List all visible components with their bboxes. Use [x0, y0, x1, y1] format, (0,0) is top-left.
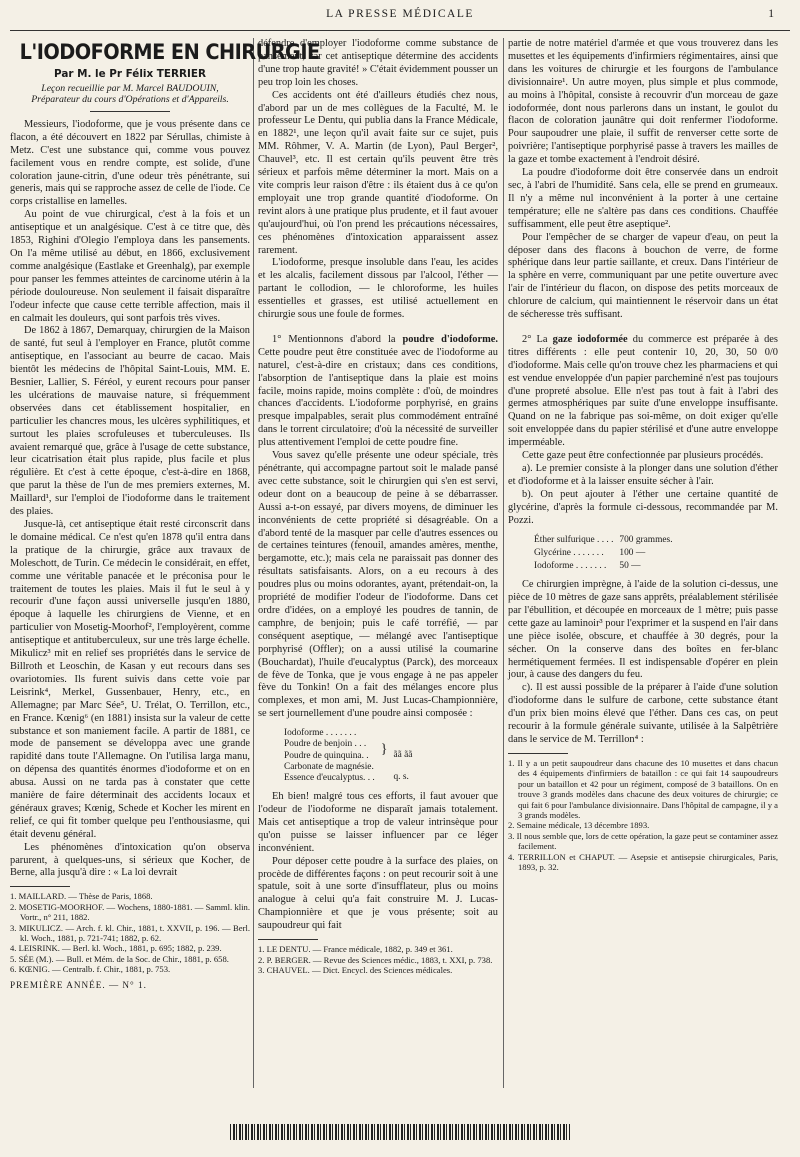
- recipe-item: Carbonate de magnésie.: [284, 761, 374, 772]
- paragraph: Ces accidents ont été d'ailleurs étudiés chez nous, d'abord par un de mes collègues de la Faculté, M. le professeur Le Dentu, qui publia dans la France Médicale, en 1882¹, une leçon qu'il avait faite sur ce sujet, puis MM. Rôhmer, V. A. Martin (de Lyon), Paul Berger², Chauvel³, etc. Il est certain qu'ils peuvent être très sérieux et parfois même déterminer la mort. Mais on a vite compris leur raison d'être : ils étaient dus à ce qu'on employait une trop grande quantité d'iodoforme. On revint alors à une pratique plus prudente, et il faut avouer qu'aujourd'hui, où l'on prend les précautions nécessaires, ces phénomènes d'intoxication apparaissent assez rarement.: [258, 89, 498, 256]
- section-gap: [508, 322, 778, 334]
- article-credit: [10, 83, 250, 106]
- column-1: [10, 38, 320, 992]
- footnote: 3. MIKULICZ. — Arch. f. kl. Chir., 1881, t. XXVII, p. 196. — Berl. kl. Woch., 1881, p. 721-741; 1882, p. 62.: [10, 922, 250, 943]
- footnotes: [10, 891, 250, 974]
- recipe-item: Poudre de benjoin . . .: [284, 739, 367, 750]
- gauze-formula: [530, 533, 677, 575]
- paragraph: Au point de vue chirurgical, c'est à la fois et un antiseptique et un analgésique. C'est à ce titre que, dès 1853, Righini d'Olegio l'employa dans les pansements. On l'a même utilisé au début, en 1866, exclusivement comme analgésique (Eastlake et Greenhalg), par exemple pour panser les femmes atteintes de carcinome utérin à la période douloureuse. Non seulement il faisait disparaître l'odeur infecte que cause cette terrible affection, mais il en calmait les douleurs, qui sont parfois très vives.: [10, 209, 250, 324]
- column-3: [508, 38, 778, 872]
- print-registration-bars: [230, 1124, 570, 1140]
- footnote: 5. SÉE (M.). — Bull. et Mém. de la Soc. de Chir., 1881, p. 658.: [10, 953, 229, 964]
- footnote: 4. TERRILLON et CHAPUT. — Asepsie et antisepsie chirurgicales, Paris, 1893, p. 32.: [508, 851, 778, 872]
- footnote: 2. MOSETIG-MOORHOF. — Wochens, 1880-1881. — Samml. klin. Vortr., n° 211, 1882.: [10, 901, 250, 923]
- footnote: 1. LE DENTU. — France médicale, 1882, p. 349 et 361.: [258, 944, 453, 955]
- paragraph: partie de notre matériel d'armée et que vous trouverez dans les musettes et les équipements d'infirmiers régimentaires, ainsi que dans les voitures de chirurgie et les fourgons de l'ambulance divisionnaire¹. Un autre moyen, plus simple et plus commode, au moins à l'hôpital, consiste à recouvrir d'un morceau de gaze iodoformée, dont nous parlerons dans un instant, le goulot du flacon de coloration jaunâtre qui doit renfermer l'iodoforme. Pour saupoudrer une plaie, il suffit de renverser cette sorte de poivrière; l'antiseptique porphyrisé passe à travers les mailles de la gaze et tombe exactement à l'endroit désiré.: [508, 38, 778, 166]
- section-heading: poudre d'iodoforme.: [402, 333, 498, 345]
- recipe-items: [282, 728, 377, 784]
- formula-row: [532, 535, 675, 546]
- formula-qty: 700 grammes.: [619, 534, 673, 545]
- text-run: 1° Mentionnons d'abord la: [272, 333, 396, 345]
- text-run: Cette poudre peut être constituée avec de l'iodoforme au naturel, c'est-à-dire en cristaux; dans ces conditions, l'absorption de l'antiseptique dans la plaie est moins facile, moins rapide, moins complète : d'où, de moindres chances d'accidents. L'iodoforme porphyrisé, en grains presque impalpables, serait plus commodément entraîné dans le torrent circulatoire; d'où la nécessité de surveiller plus attentivement l'emploi de cette poudre fine.: [258, 346, 498, 449]
- recipe-qs: q. s.: [393, 772, 409, 783]
- header-rule: [10, 30, 790, 31]
- paragraph: Messieurs, l'iodoforme, que je vous présente dans ce flacon, a été découvert en 1822 par Sérullas, chimiste à Metz. C'est une substance qui, comme vous pouvez facilement vous en rendre compte, est solide, d'une coloration jaune-citrin, d'une odeur très pénétrante, sui generis, mais qui se rapproche assez de celle de l'iode. Ce corps cristallise en lamelles.: [10, 118, 250, 208]
- recipe-item: Essence d'eucalyptus. . .: [284, 772, 375, 783]
- spacer: [393, 761, 412, 772]
- paragraph: [258, 334, 498, 450]
- footnote: 6. KŒNIG. — Centralb. f. Chir., 1881, p. 753.: [10, 964, 171, 975]
- recipe-dose: [379, 728, 390, 784]
- footnote-rule: [508, 753, 568, 754]
- footnote-rule: [10, 886, 70, 887]
- formula-name: Glycérine . . . . . . .: [534, 547, 604, 558]
- footnote: 3. CHAUVEL. — Dict. Encycl. des Sciences médicales.: [258, 964, 453, 975]
- column-2: [258, 38, 498, 975]
- recipe-dose-value: ãã ãã: [393, 750, 413, 761]
- article-title: L'IODOFORME EN CHIRURGIE: [19, 40, 320, 64]
- footnote: 3. Il nous semble que, lors de cette opération, la gaze peut se contaminer assez facilement.: [508, 830, 778, 852]
- paragraph: Pour l'empêcher de se charger de vapeur d'eau, on peut la déposer dans des flacons à bouchon de verre, de forme sphérique dans leur partie saillante, et creux. Dans l'intérieur de la sphère en verre, communiquant par une petite ouverture avec l'air de l'intérieur du flacon, on dispose des petits morceaux de chlorure de calcium, qui maintiennent le réservoir dans un état de sécheresse très suffisant.: [508, 231, 778, 321]
- formula-name: Éther sulfurique . . . .: [534, 534, 614, 545]
- powder-recipe: [280, 726, 416, 786]
- text-run: du commerce est préparée à des titres différents : elle peut contenir 10, 20, 30, 50 0/0 d'iodoforme. Mais celle qu'on trouve chez les pharmaciens et qui est vendue enveloppée d'un papier parcheminé n'est pas toujours d'une propreté absolue. Elle n'est pas tout à fait à l'abri des germes atmosphériques par suite d'une enveloppe insuffisante. Quand on ne la fabrique pas soi-même, on doit exiger qu'elle soit enveloppée dans du papier stérilisé et d'une autre enveloppe imperméable.: [508, 333, 778, 449]
- paragraph: La poudre d'iodoforme doit être conservée dans un endroit sec, à l'abri de l'humidité. Sans cela, elle se prend en grumeaux. Il n'y a même nul inconvénient à la porter à une certaine température; elle ne s'altère pas dans ces conditions. Chauffée suffisamment, elle peut être aseptique².: [508, 167, 778, 230]
- credit-line: Leçon recueillie par M. Marcel BAUDOUIN,: [41, 82, 219, 94]
- paragraph: Cette gaze peut être confectionnée par plusieurs procédés.: [522, 450, 764, 462]
- paragraph: Eh bien! malgré tous ces efforts, il faut avouer que l'odeur de l'iodoforme ne disparaît jamais totalement. Mais cet antiseptique a trop de valeur intrinsèque pour qu'on puisse se laisser influencer par ce léger inconvénient.: [258, 791, 498, 854]
- running-head: [0, 8, 800, 24]
- paragraph: Ce chirurgien imprègne, à l'aide de la solution ci-dessus, une pièce de 10 mètres de gaze sans apprêts, préalablement stérilisée par l'ébullition, et découpée en morceaux de 1 mètre; puis passe cette gaze au laminoir³ pour l'exprimer et la suspend en l'air dans une pièce isolée, obscure, et chauffée à 30 degrés, pour la sécher. On la conserve dans des boîtes en fer-blanc hermétiquement fermées. Il est indispensable d'opérer en plein jour, à cause des dangers du feu.: [508, 579, 778, 681]
- paragraph: Jusque-là, cet antiseptique était resté circonscrit dans le domaine médical. Ce n'est qu'en 1878 qu'il entra dans la pratique de la chirurgie, grâce aux travaux de Moleschott, de Turin. Ce médecin le considérait, en effet, comme une véritable panacée et le préconisa pour le traitement de toutes les plaies. Mais il fut le seul à y recourir d'une façon aussi universelle jusqu'en 1880, époque à laquelle les chirurgiens de Vienne, et en particulier von Mosetig-Moorhof², l'employèrent, comme antiseptique et antituberculeux, sur une très large échelle. Mikulicz³ mit en relief ses propriétés dans le service de Billroth et Leoschin, de Kasan y eut recours dans ses ovariotomies. Ils furent suivis dans cette voie par Leisrink⁴, Merkel, Gussenbauer, Henry, etc., en Allemagne; par Marc Sée⁵, U. Trélat, O. Terrillon, etc., en France. Kœnig⁶ (en 1881) insista sur la valeur de cette substance et son maniement facile. A partir de 1881, ce mode de pansement se développa avec une grande rapidité dans toute l'Allemagne. On l'utilisa larga manu, on dépensa des quantités énormes d'iodoforme et on en abusa. Aussi on ne tarda pas à constater que cette manière de faire déterminait des accidents locaux et généraux graves; Kœnig, Schede et Kocher les mirent en relief, ce qui fit tomber quelque peu l'enthousiasme, qui était devenu général.: [10, 519, 250, 840]
- recipe-item: Poudre de quinquina. .: [284, 750, 369, 761]
- issue-signature: PREMIÈRE ANNÉE. — N° 1.: [10, 979, 147, 990]
- footnote: 2. Semaine médicale, 13 décembre 1893.: [508, 820, 650, 831]
- formula-row: [532, 561, 675, 572]
- footnote: 2. P. BERGER. — Revue des Sciences médic., 1883, t. XXI, p. 738.: [258, 954, 493, 965]
- paragraph: Vous savez qu'elle présente une odeur spéciale, très pénétrante, qui accompagne partout soit le malade pansé avec cette substance, soit le chirurgien qui s'en est servi, odeur dont on a beaucoup de peine à se débarrasser. Aussi a-t-on essayé, par divers moyens, de diminuer les inconvénients de cette propriété si désagréable. On a d'abord tenté de la masquer par celle d'autres essences ou de certaines teintures (fenouil, amandes amères, menthe, bergamotte, etc.); mais cela ne paraissait pas donner des résultats satisfaisants. Alors, on a eu recours à des poudres plus ou moins odorantes, ayant, prétendait-on, la propriété de modifier l'odeur de l'iodoforme. Dans cet ordre d'idées, on a employé les poudres de tannin, de camphre, de benjoin; puis le café torréfié, — par conséquent aseptique, — mélangé avec l'antiseptique porphyrisé (Offler); on a aussi utilisé la coumarine (Bouchardat), l'huile d'eucalyptus (Parck), des morceaux de fève de Tonka, que je vous engage à ne pas appeler fève du Tonkin! On a fait des mélanges encore plus complexes, et mon ami, M. Just Lucas-Championnière, se sert journellement d'une poudre ainsi composée :: [258, 450, 498, 720]
- section-gap: [258, 322, 498, 334]
- recipe-dose-text: [391, 728, 414, 784]
- spacer: [393, 728, 412, 750]
- paragraph: De 1862 à 1867, Demarquay, chirurgien de la Maison de santé, fut seul à l'employer en France, plutôt comme antiseptique, en l'associant au beurre de cacao. Mais bientôt les médecins de l'hôpital Saint-Louis, MM. E. Besnier, Lallier, S. Féréol, y eurent recours pour panser les ulcérations de mauvaise nature, si fréquemment observées dans cet établissement hospitalier, en particulier les chancres mous, les ulcères syphilitiques, et surtout les plaies scrofuleuses et tuberculeuses. Ils avaient remarqué que, grâce à l'usage de cette substance, leur cicatrisation était plus rapide, plus facile et plus régulière. Et c'est à cette époque, c'est-à-dire en 1868, que parut la thèse de l'un de mes premiers externes, M. Maillard¹, sur l'emploi de l'iodoforme dans le traitement des plaies.: [10, 325, 250, 518]
- footnotes: [258, 944, 498, 975]
- footnote: 1. Il y a un petit saupoudreur dans chacune des 10 musettes et dans chacun des 4 équipements d'infirmiers de bataillon : ce qui fait 14 saupoudreurs pour un bataillon et 42 pour un régiment, composé de 3 bataillons. On en trouve 3 grands modèles dans chacune des deux voitures de chirurgie; ce qui fait 6 pour l'ambulance divisionnaire. Dans l'hôpital de campagne, il y a 3 grands modèles.: [508, 757, 778, 820]
- journal-title: LA PRESSE MÉDICALE: [326, 8, 474, 20]
- spacer: [381, 728, 388, 739]
- text-run: 2° La: [522, 333, 548, 345]
- recipe-item: Iodoforme . . . . . . .: [284, 728, 357, 739]
- credit-line: Préparateur du cours d'Opérations et d'Appareils.: [31, 94, 229, 106]
- paragraph: a). Le premier consiste à la plonger dans une solution d'éther et d'iodoforme et à la laisser ensuite sécher à l'air.: [508, 463, 778, 487]
- paragraph: L'iodoforme, presque insoluble dans l'eau, les acides et les alcalis, facilement dissous par l'alcool, l'éther — partant le collodion, — le chloroforme, les huiles essentielles et grasses, est utilisé actuellement en chirurgie sous une foule de formes.: [258, 257, 498, 321]
- column-divider: [503, 38, 504, 1088]
- formula-row: [532, 548, 675, 559]
- page-number: 1: [768, 8, 774, 20]
- paragraph: [508, 334, 778, 450]
- paragraph: c). Il est aussi possible de la préparer à l'aide d'une solution d'iodoforme dans le sulfure de carbone, cette substance étant d'un prix bien moins élevé que l'éther. Dans ces cas, on peut recourir à la formule générale suivante, utilisée à la Salpêtrière dans le service de M. Terrillon⁴ :: [508, 682, 778, 746]
- column-divider: [253, 38, 254, 1088]
- formula-name: Iodoforme . . . . . . .: [534, 560, 607, 571]
- title-rule: [90, 111, 170, 112]
- formula-qty: 50 —: [619, 560, 641, 571]
- footnotes: [508, 758, 778, 872]
- paragraph: défendre d'employer l'iodoforme comme substance de pansement, car cet antiseptique détermine des accidents d'une trop haute gravité! » C'était évidemment pousser un peu trop loin les choses.: [258, 38, 498, 88]
- article-byline: Par M. le Pr Félix TERRIER: [54, 68, 206, 80]
- formula-qty: 100 —: [619, 547, 646, 558]
- footnote: 1. MAILLARD. — Thèse de Paris, 1868.: [10, 891, 153, 902]
- footnote-rule: [258, 939, 318, 940]
- recipe-brace: }: [380, 742, 388, 758]
- paragraph: Les phénomènes d'intoxication qu'on observa parurent, à quelques-uns, si sérieux que Kocher, de Berne, alla jusqu'à dire : « La loi devrait: [10, 841, 250, 879]
- footnote: 4. LEISRINK. — Berl. kl. Woch., 1881, p. 695; 1882, p. 239.: [10, 943, 222, 954]
- section-heading: gaze iodoformée: [552, 333, 628, 345]
- paragraph: b). On peut ajouter à l'éther une certaine quantité de glycérine, d'après la formule ci-dessous, recommandée par M. Pozzi.: [508, 488, 778, 526]
- paragraph: Pour déposer cette poudre à la surface des plaies, on procède de différentes façons : on peut recourir soit à une spatule, soit à une sorte d'insufflateur, plus ou moins analogue à celui qu'a fait construire M. J. Lucas-Championnière et que je vous présente; soit au saupoudreur qui fait: [258, 855, 498, 932]
